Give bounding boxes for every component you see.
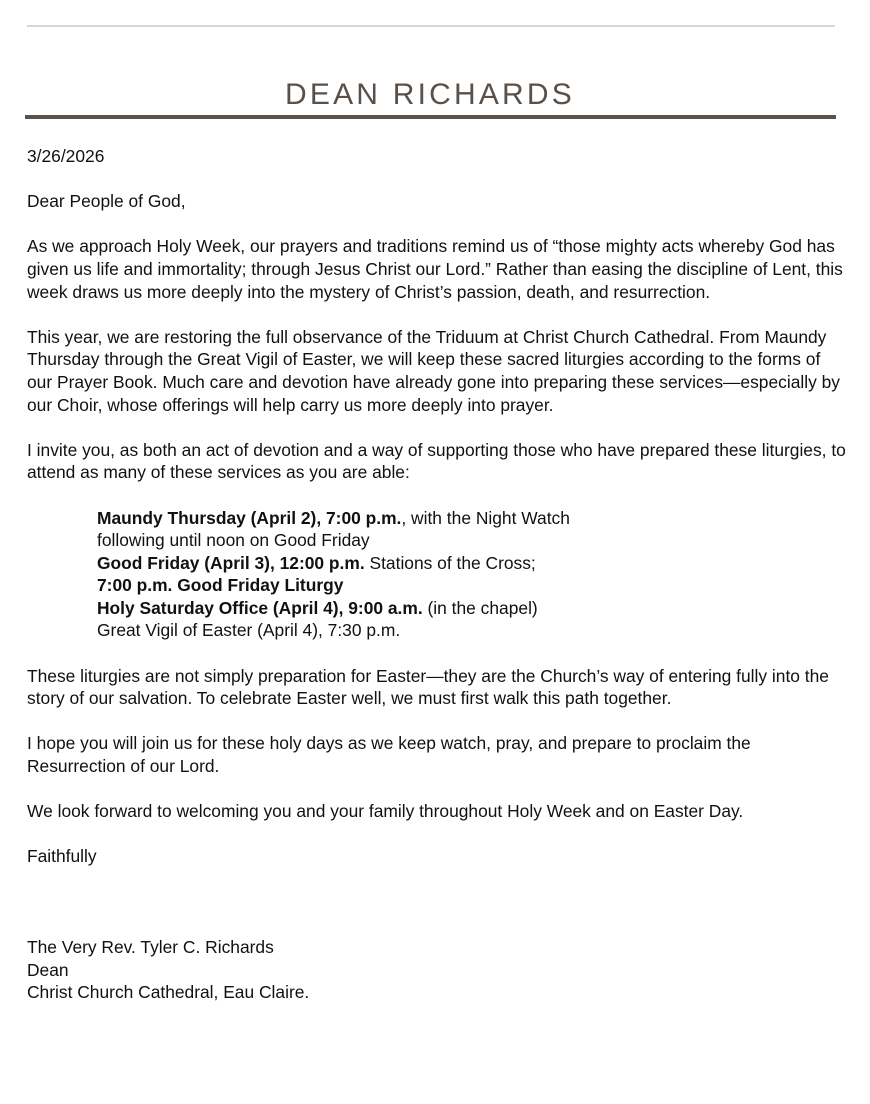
signature-space [27,868,847,936]
schedule-line-bold: Maundy Thursday (April 2), 7:00 p.m. [97,507,402,528]
signature-block [27,936,847,1004]
valediction: Faithfully [27,846,97,867]
service-schedule [97,507,847,643]
schedule-line-bold: Holy Saturday Office (April 4), 9:00 a.m. [97,597,423,618]
schedule-line [97,619,847,642]
schedule-line-text: , with the Night Watch [401,507,570,528]
schedule-line [97,574,847,597]
salutation: Dear People of God, [27,191,186,212]
paragraph-holy-week: As we approach Holy Week, our prayers and traditions remind us of “those mighty acts whereby God has given us life and immortality; through Jesus Christ our Lord.” Rather than easing the discipline of Lent, this week draws us more deeply into the mystery of Christ’s passion, death, and resurrection. [27,236,843,302]
letter-date: 3/26/2026 [27,146,105,166]
paragraph-invitation: I invite you, as both an act of devotion and a way of supporting those who have prepared these liturgies, to attend as many of these services as you are able: [27,439,846,483]
schedule-line [97,597,847,620]
schedule-line-text: following until noon on Good Friday [97,530,370,551]
paragraph-liturgies: These liturgies are not simply preparation for Easter—they are the Church’s way of entering fully into the story of our salvation. To celebrate Easter well, we must first walk this path together. [27,665,829,709]
schedule-line-text: Stations of the Cross; [364,552,536,573]
signature-name: The Very Rev. Tyler C. Richards [27,937,274,957]
schedule-line-text: Great Vigil of Easter (April 4), 7:30 p.m. [97,620,401,641]
signature-title: Dean [27,959,69,980]
schedule-line [97,552,847,575]
signature-organization: Christ Church Cathedral, Eau Claire. [27,982,310,1003]
top-divider [27,25,835,27]
letterhead-title: DEAN RICHARDS [285,78,575,112]
letter-body [27,145,847,1004]
paragraph-welcome: We look forward to welcoming you and your family throughout Holy Week and on Easter Day. [27,801,744,822]
paragraph-triduum: This year, we are restoring the full observance of the Triduum at Christ Church Cathedral. From Maundy Thursday through the Great Vigil of Easter, we will keep these sacred liturgies according to the forms of our Prayer Book. Much care and devotion have already gone into preparing these services—especially by our Choir, whose offerings will help carry us more deeply into prayer. [27,326,840,415]
schedule-line [97,507,847,530]
schedule-line-bold: 7:00 p.m. Good Friday Liturgy [97,575,344,596]
letterhead-divider [25,115,836,119]
paragraph-hope: I hope you will join us for these holy days as we keep watch, pray, and prepare to proclaim the Resurrection of our Lord. [27,733,751,777]
schedule-line-bold: Good Friday (April 3), 12:00 p.m. [97,552,365,573]
schedule-line-text: (in the chapel) [422,597,538,618]
schedule-line [97,529,847,552]
